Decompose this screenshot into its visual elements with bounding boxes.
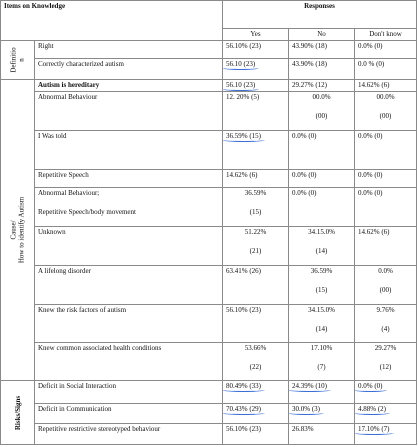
yes-cell: 53.66% (22) — [223, 343, 289, 381]
item-cell: Repetitive Speech — [35, 169, 223, 187]
item-cell: Right — [35, 40, 223, 58]
items-header: Items on Knowledge — [1, 1, 223, 41]
table-row — [1, 424, 417, 445]
dont-know-cell — [355, 403, 417, 424]
item-cell: I Was told — [35, 130, 223, 169]
table-row — [1, 188, 417, 227]
yes-value: 56.10 (23) — [226, 60, 256, 69]
no-cell: 36.59% (15) — [289, 266, 355, 305]
yes-column-header: Yes — [223, 28, 289, 40]
dont-know-cell: 14.62% (6) — [355, 79, 417, 91]
item-cell: Abnormal Behaviour; Repetitive Speech/body movement — [35, 188, 223, 227]
table-row — [1, 169, 417, 187]
dont-know-value: 0.0% (0) — [358, 382, 383, 391]
table-row — [1, 227, 417, 266]
yes-cell: 14.62% (6) — [223, 169, 289, 187]
group-definition-label: Definitio n — [9, 47, 26, 73]
table-row — [1, 266, 417, 305]
yes-cell — [223, 403, 289, 424]
no-cell: 34.15.0% (14) — [289, 305, 355, 343]
dont-know-value: 4.88% (2) — [358, 404, 386, 413]
dont-know-cell: 9.76% (4) — [355, 305, 417, 343]
group-risks — [1, 381, 35, 445]
no-cell — [289, 381, 355, 404]
yes-value: 36.59% (15) — [226, 131, 261, 140]
no-value: 30.0% (3) — [292, 404, 320, 413]
yes-cell: 56.10% (23) — [223, 305, 289, 343]
dont-know-cell: 0.0% (0) — [355, 169, 417, 187]
no-cell: 0.0% (0) — [289, 169, 355, 187]
group-risks-label: Risks/Signs — [13, 395, 22, 430]
yes-cell: 56.10% (23) — [223, 40, 289, 58]
no-cell: 17.10% (7) — [289, 343, 355, 381]
no-cell: 26.83% — [289, 424, 355, 445]
item-cell: Unknown — [35, 227, 223, 266]
group-definition — [1, 40, 35, 79]
group-cause-label: Cause/ How to identify Autism — [9, 196, 26, 264]
item-cell: Deficit in Communication — [35, 403, 223, 424]
dont-know-cell: 0.0 % (0) — [355, 59, 417, 80]
table-row — [1, 305, 417, 343]
item-cell: Knew common associated health conditions — [35, 343, 223, 381]
item-cell: Autism is hereditary — [35, 79, 223, 91]
no-cell: 43.90% (18) — [289, 59, 355, 80]
yes-cell: 36.59% (15) — [223, 188, 289, 227]
item-cell: Correctly characterized autism — [35, 59, 223, 80]
dont-know-cell: 29.27% (12) — [355, 343, 417, 381]
table-row — [1, 59, 417, 80]
no-cell: 0.0% (0) — [289, 188, 355, 227]
no-cell: 34.15.0% (14) — [289, 227, 355, 266]
yes-cell — [223, 59, 289, 80]
responses-header: Responses — [223, 1, 417, 29]
no-cell: 43.90% (18) — [289, 40, 355, 58]
no-value: 24.39% (10) — [292, 382, 327, 391]
yes-value: 80.49% (33) — [226, 382, 261, 391]
no-cell — [289, 403, 355, 424]
dont-know-cell: 14.62% (6) — [355, 227, 417, 266]
table-row — [1, 79, 417, 91]
header-row — [1, 1, 417, 29]
table-row — [1, 343, 417, 381]
yes-cell — [223, 79, 289, 91]
item-cell: Abnormal Behaviour — [35, 92, 223, 131]
item-cell: Deficit in Social Interaction — [35, 381, 223, 404]
dont-know-cell: 0.0% (0) — [355, 188, 417, 227]
dont-know-cell: 00.0% (00) — [355, 92, 417, 131]
item-cell: Knew the risk factors of autism — [35, 305, 223, 343]
dont-know-cell: 0.0% (0) — [355, 130, 417, 169]
group-cause — [1, 79, 35, 381]
table-row — [1, 381, 417, 404]
yes-cell: 56.10% (23) — [223, 424, 289, 445]
no-cell: 0.0% (0) — [289, 130, 355, 169]
yes-cell: 12. 20% (5) — [223, 92, 289, 131]
no-cell: 29.27% (12) — [289, 79, 355, 91]
table-row — [1, 40, 417, 58]
dont-know-value: 17.10% (7) — [358, 425, 390, 434]
yes-cell — [223, 130, 289, 169]
dont-know-cell — [355, 381, 417, 404]
no-column-header: No — [289, 28, 355, 40]
table-row — [1, 130, 417, 169]
yes-cell: 63.41% (26) — [223, 266, 289, 305]
yes-value: 56.10 (23) — [226, 80, 256, 89]
no-cell: 00.0% (00) — [289, 92, 355, 131]
dont-know-cell: 0.0% (00) — [355, 266, 417, 305]
dont-know-column-header: Don't know — [355, 28, 417, 40]
table-row — [1, 92, 417, 131]
item-cell: A lifelong disorder — [35, 266, 223, 305]
item-cell: Repetitive restrictive stereotyped behaviour — [35, 424, 223, 445]
dont-know-cell: 0.0% (0) — [355, 40, 417, 58]
yes-value: 70.43% (29) — [226, 404, 261, 413]
dont-know-cell — [355, 424, 417, 445]
yes-cell: 51.22% (21) — [223, 227, 289, 266]
yes-cell — [223, 381, 289, 404]
table-row — [1, 403, 417, 424]
